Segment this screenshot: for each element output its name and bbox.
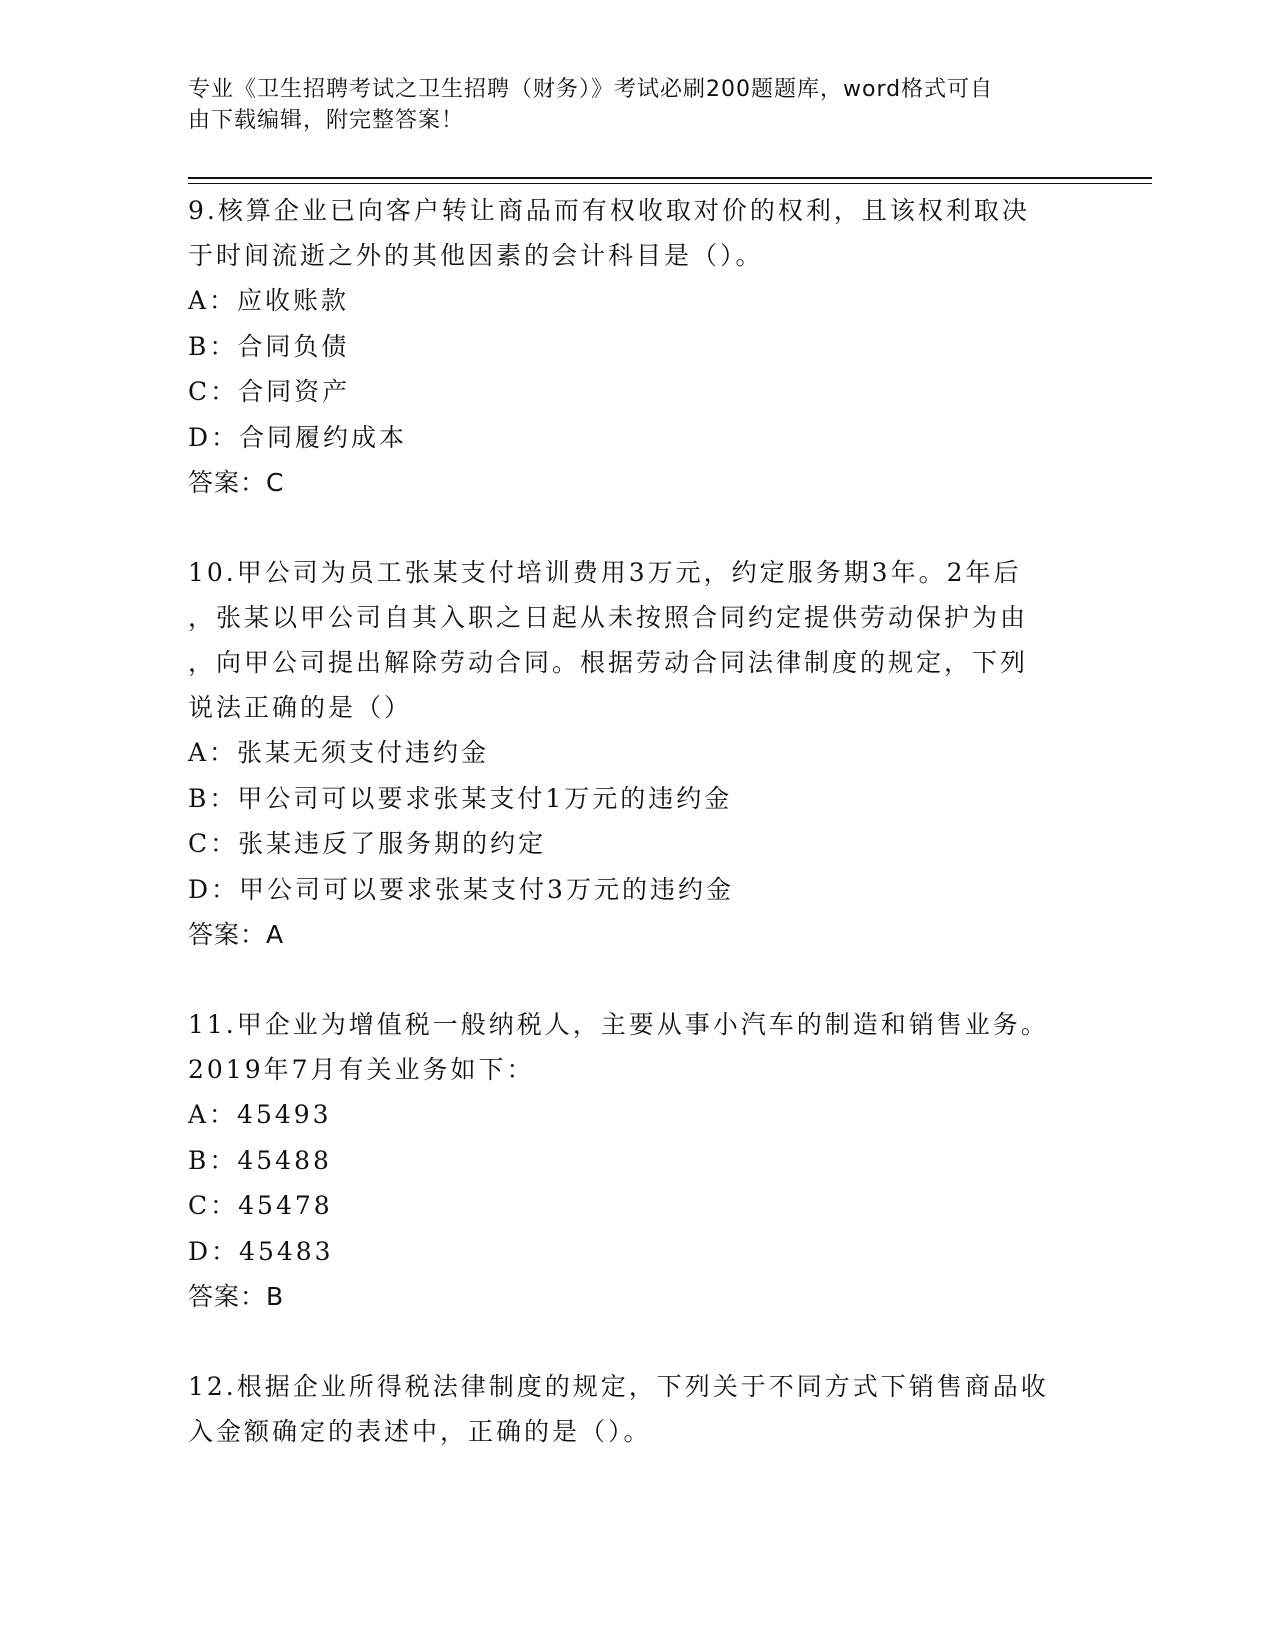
option-a: A：张某无须支付违约金: [188, 738, 490, 767]
question-stem-line: 11.甲企业为增值税一般纳税人，主要从事小汽车的制造和销售业务。: [188, 1010, 1049, 1039]
header-divider-thick: [188, 177, 1152, 179]
answer-line: 答案：C: [188, 468, 285, 497]
header-line-1: 专业《卫生招聘考试之卫生招聘（财务）》考试必刷200题题库，word格式可自: [188, 77, 994, 102]
question-9: [188, 188, 1088, 505]
question-11: [188, 1002, 1088, 1319]
option-a: A：应收账款: [188, 286, 350, 315]
question-stem-line: ，向甲公司提出解除劳动合同。根据劳动合同法律制度的规定，下列: [188, 648, 1029, 677]
question-spacer: [188, 1319, 1088, 1364]
option-c: C：合同资产: [188, 377, 351, 406]
question-spacer: [188, 957, 1088, 1002]
document-header: [188, 74, 1088, 136]
option-d: D：合同履约成本: [188, 422, 408, 452]
question-12: [188, 1364, 1088, 1454]
option-d: D：45483: [188, 1236, 334, 1266]
option-b: B：合同负债: [188, 331, 350, 361]
question-stem-line: 12.根据企业所得税法律制度的规定，下列关于不同方式下销售商品收: [188, 1372, 1049, 1401]
question-stem-line: ，张某以甲公司自其入职之日起从未按照合同约定提供劳动保护为由: [188, 603, 1029, 632]
option-d: D：甲公司可以要求张某支付3万元的违约金: [188, 874, 734, 904]
question-stem-line: 9.核算企业已向客户转让商品而有权收取对价的权利，且该权利取决: [188, 196, 1030, 225]
option-a: A：45493: [188, 1100, 332, 1129]
option-c: C：45478: [188, 1191, 333, 1220]
option-c: C：张某违反了服务期的约定: [188, 829, 547, 858]
question-stem-line: 说法正确的是（）: [188, 693, 413, 722]
option-b: B：甲公司可以要求张某支付1万元的违约金: [188, 783, 733, 813]
question-stem-line: 10.甲公司为员工张某支付培训费用3万元，约定服务期3年。2年后: [188, 558, 1022, 587]
question-stem-line: 入金额确定的表述中，正确的是（）。: [188, 1417, 652, 1446]
question-list: [188, 188, 1088, 1454]
question-spacer: [188, 505, 1088, 550]
question-10: [188, 550, 1088, 957]
answer-line: 答案：B: [188, 1282, 285, 1311]
question-stem-line: 2019年7月有关业务如下：: [188, 1055, 535, 1084]
option-b: B：45488: [188, 1145, 332, 1175]
header-divider-thin: [188, 183, 1152, 184]
header-line-2: 由下载编辑，附完整答案！: [188, 108, 465, 133]
answer-line: 答案：A: [188, 920, 285, 949]
question-stem-line: 于时间流逝之外的其他因素的会计科目是（）。: [188, 241, 764, 270]
